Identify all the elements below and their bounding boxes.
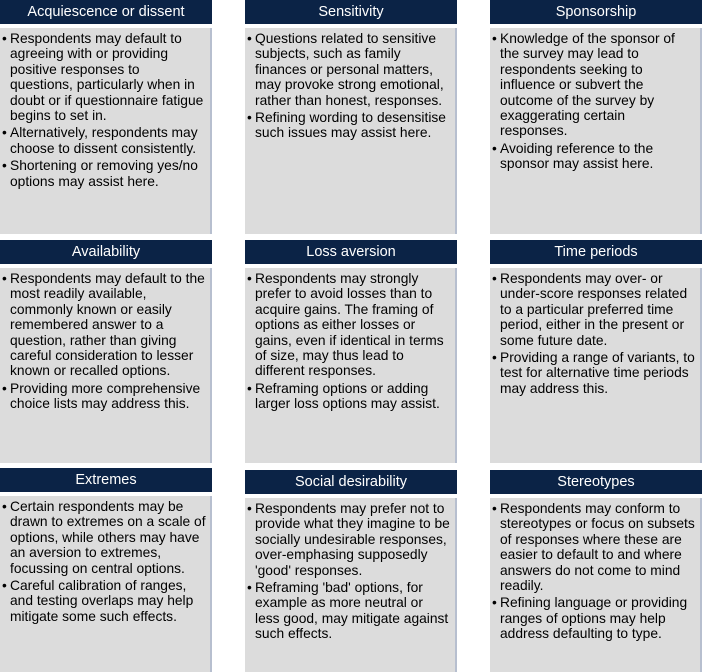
- bullet-list: [245, 498, 455, 642]
- bullet-list: [0, 28, 210, 189]
- bullet-list: [490, 498, 700, 642]
- card-title: Stereotypes: [490, 470, 702, 496]
- bullet-item: • Respondents may default to agreeing with or providing positive responses to questions, particularly when in doubt or if questionnaire fatigue begins to set in.: [4, 31, 206, 123]
- bullet-item: • Refining language or providing ranges of options may help address defaulting to type.: [494, 595, 696, 641]
- card-body: [0, 268, 212, 463]
- bullet-item: • Respondents may conform to stereotypes or focus on subsets of responses where these are easier to default to and where answers do not come to mind readily.: [494, 501, 696, 593]
- card-stereotypes: [490, 470, 702, 672]
- card-body: [245, 28, 457, 234]
- bullet-list: [490, 28, 700, 172]
- bullet-item: • Respondents may strongly prefer to avoid losses than to acquire gains. The framing of options as either losses or gains, even if identical in terms of size, may thus lead to different responses.: [249, 271, 451, 379]
- card-title: Extremes: [0, 468, 212, 494]
- card-loss-aversion: [245, 240, 457, 463]
- bullet-item: • Certain respondents may be drawn to extremes on a scale of options, while others may have an aversion to extremes, focussing on central options.: [4, 499, 206, 576]
- card-sensitivity: [245, 0, 457, 234]
- bullet-item: • Reframing options or adding larger loss options may assist.: [249, 381, 451, 412]
- bullet-item: • Refining wording to desensitise such issues may assist here.: [249, 110, 451, 141]
- card-title: Social desirability: [245, 470, 457, 496]
- bullet-item: • Respondents may default to the most readily available, commonly known or easily remembered answer to a question, rather than giving careful consideration to lesser known or recalled options.: [4, 271, 206, 379]
- card-body: [245, 498, 457, 672]
- bullet-item: • Reframing 'bad' options, for example as more neutral or less good, may mitigate against such effects.: [249, 580, 451, 642]
- card-title: Sensitivity: [245, 0, 457, 26]
- card-body: [0, 496, 212, 672]
- bullet-list: [245, 268, 455, 412]
- card-extremes: [0, 468, 212, 672]
- card-title: Sponsorship: [490, 0, 702, 26]
- card-body: [245, 268, 457, 463]
- card-body: [490, 498, 702, 672]
- card-time-periods: [490, 240, 702, 463]
- bullet-list: [245, 28, 455, 141]
- bullet-list: [0, 268, 210, 412]
- card-social-desirability: [245, 470, 457, 672]
- card-acquiescence-or-dissent: [0, 0, 212, 234]
- card-title: Time periods: [490, 240, 702, 266]
- bullet-item: • Providing a range of variants, to test for alternative time periods may address this.: [494, 350, 696, 396]
- card-sponsorship: [490, 0, 702, 234]
- bullet-item: • Careful calibration of ranges, and testing overlaps may help mitigate some such effects.: [4, 578, 206, 624]
- bullet-item: • Alternatively, respondents may choose to dissent consistently.: [4, 125, 206, 156]
- card-title: Availability: [0, 240, 212, 266]
- card-availability: [0, 240, 212, 463]
- bullet-item: • Respondents may over- or under-score responses related to a particular preferred time period, either in the present or some future date.: [494, 271, 696, 348]
- card-title: Acquiescence or dissent: [0, 0, 212, 26]
- bullet-item: • Providing more comprehensive choice lists may address this.: [4, 381, 206, 412]
- card-body: [490, 268, 702, 463]
- bullet-item: • Knowledge of the sponsor of the survey may lead to respondents seeking to influence or subvert the outcome of the survey by exaggerating certain responses.: [494, 31, 696, 139]
- card-title: Loss aversion: [245, 240, 457, 266]
- bullet-item: • Shortening or removing yes/no options may assist here.: [4, 158, 206, 189]
- bullet-item: • Questions related to sensitive subjects, such as family finances or personal matters, may provoke strong emotional, rather than honest, responses.: [249, 31, 451, 108]
- bullet-list: [490, 268, 700, 396]
- bullet-list: [0, 496, 210, 624]
- bullet-item: • Avoiding reference to the sponsor may assist here.: [494, 141, 696, 172]
- bullet-item: • Respondents may prefer not to provide what they imagine to be socially undesirable responses, over-emphasing supposedly 'good' responses.: [249, 501, 451, 578]
- card-body: [0, 28, 212, 234]
- card-body: [490, 28, 702, 234]
